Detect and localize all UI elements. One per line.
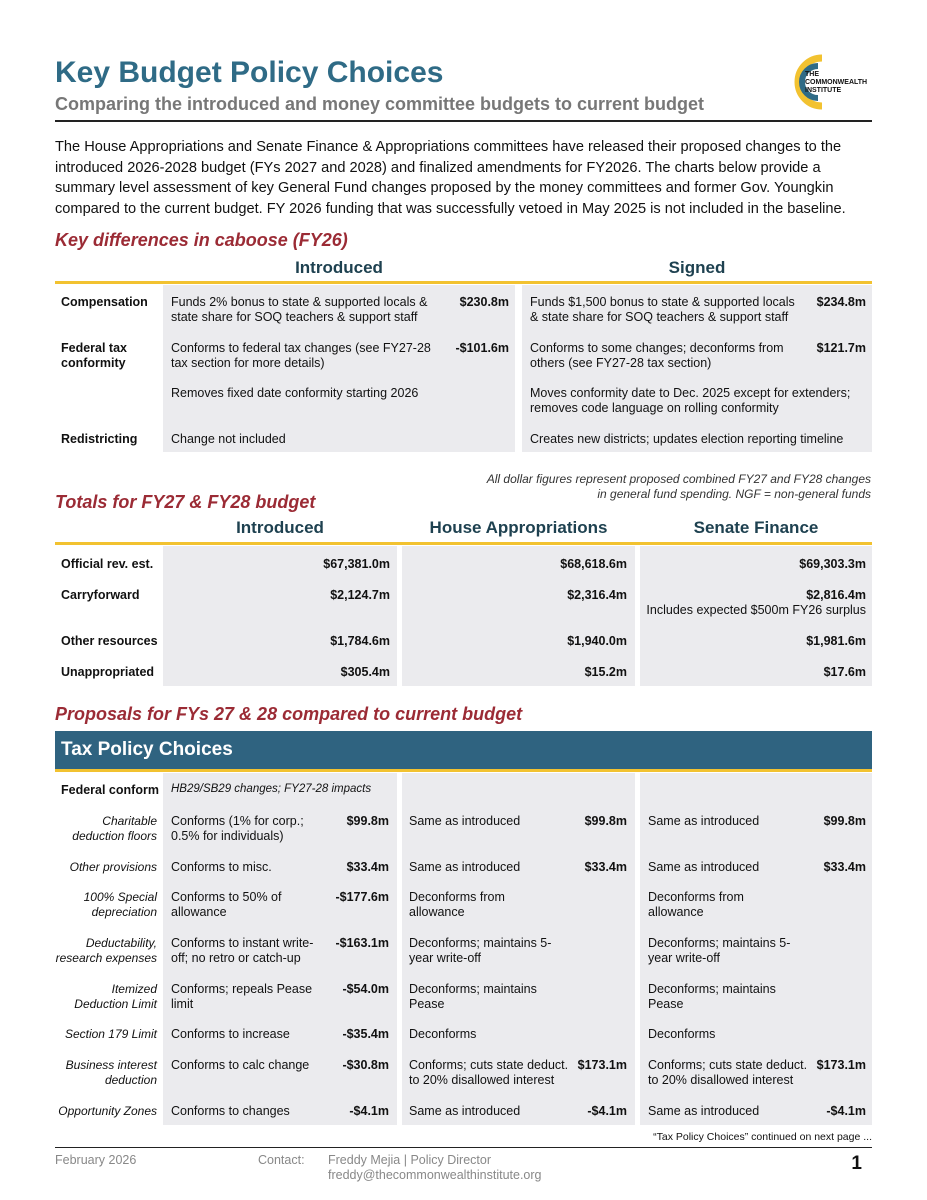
totals-senate-value: $1,981.6m (806, 634, 866, 648)
proposal-house-text: Same as introduced (409, 814, 521, 828)
totals-house-value: $15.2m (584, 665, 627, 679)
proposal-row-label: Opportunity Zones (58, 1104, 157, 1118)
proposal-introduced-text: Conforms to 50% of allowance (171, 890, 282, 919)
proposal-house-amount: -$4.1m (587, 1104, 627, 1118)
caboose-intro-text: Removes fixed date conformity starting 2026 (171, 386, 419, 400)
proposal-introduced-text: Conforms to changes (171, 1104, 290, 1118)
caboose-header-rule (55, 281, 872, 284)
proposal-house-text: Deconforms (409, 1027, 477, 1041)
caboose-intro-text: Conforms to federal tax changes (see FY27-28 tax section for more details) (171, 341, 431, 370)
totals-house-value: $2,316.4m (567, 588, 627, 602)
note-line: All dollar figures represent proposed combined FY27 and FY28 changes (486, 472, 871, 486)
proposal-introduced-text: Conforms (1% for corp.; 0.5% for individuals) (171, 814, 304, 843)
logo-text-institute: INSTITUTE (805, 87, 842, 94)
totals-col-house: House Appropriations (429, 518, 608, 537)
footer-contact-label: Contact: (258, 1153, 305, 1167)
proposal-row-label: Itemized Deduction Limit (74, 982, 157, 1011)
caboose-col-signed: Signed (668, 258, 726, 277)
totals-introduced-value: $67,381.0m (323, 557, 390, 571)
page-subtitle: Comparing the introduced and money committee budgets to current budget (55, 94, 705, 114)
proposal-house-amount: $99.8m (584, 814, 627, 828)
proposal-senate-text: Deconforms from allowance (648, 890, 744, 919)
totals-senate-value: $69,303.3m (799, 557, 866, 571)
totals-col-introduced: Introduced (236, 518, 324, 537)
proposal-introduced-text: Conforms to calc change (171, 1058, 310, 1072)
proposal-senate-text: Deconforms; maintains Pease (648, 982, 776, 1011)
proposal-house-amount: $33.4m (584, 860, 627, 874)
tax-policy-title: Tax Policy Choices (61, 739, 233, 760)
caboose-signed-amount: $121.7m (816, 341, 866, 355)
footer-contact-email[interactable]: freddy@thecommonwealthinstitute.org (328, 1168, 542, 1182)
proposal-introduced-text: Conforms; repeals Pease limit (171, 982, 313, 1011)
caboose-row-label: Redistricting (61, 432, 138, 446)
totals-senate-carryforward-note: Includes expected $500m FY26 surplus (646, 603, 866, 617)
proposal-introduced-amount: -$35.4m (342, 1027, 389, 1041)
totals-row-label: Official rev. est. (61, 557, 154, 571)
proposal-introduced-amount: -$163.1m (335, 936, 389, 950)
proposal-house-text: Same as introduced (409, 860, 521, 874)
intro-paragraph: The House Appropriations and Senate Finance & Appropriations committees have released their proposed changes to the introduced 2026-2028 budget (FYs 2027 and 2028) and finalized amendments for FY2026. The charts below provide a summary level assessment of key General Fund changes proposed by the money committees and former Gov. Youngkin compared to the current budget. FY 2026 funding that was successfully vetoed in May 2025 is not included in the baseline. (55, 139, 846, 217)
totals-heading: Totals for FY27 & FY28 budget (55, 492, 316, 512)
caboose-intro-amount: -$101.6m (455, 341, 509, 355)
page-number: 1 (851, 1153, 862, 1174)
totals-house-value: $68,618.6m (560, 557, 627, 571)
totals-senate-value: $17.6m (823, 665, 866, 679)
proposal-senate-text: Deconforms (648, 1027, 716, 1041)
continued-note: “Tax Policy Choices” continued on next page ... (653, 1131, 872, 1143)
proposals-heading: Proposals for FYs 27 & 28 compared to current budget (55, 704, 523, 724)
proposal-senate-text: Same as introduced (648, 814, 760, 828)
proposal-senate-amount: $173.1m (816, 1058, 866, 1072)
proposal-house-text: Deconforms from allowance (409, 890, 505, 919)
totals-row-label: Other resources (61, 634, 158, 648)
footer-divider (55, 1147, 872, 1148)
proposal-row-label: Charitable deduction floors (72, 814, 157, 843)
proposal-introduced-amount: -$54.0m (342, 982, 389, 996)
proposal-introduced-amount: -$4.1m (349, 1104, 389, 1118)
caboose-intro-text: Change not included (171, 432, 286, 446)
logo-text-the: THE (805, 71, 819, 78)
proposal-introduced-amount: $33.4m (346, 860, 389, 874)
totals-house-value: $1,940.0m (567, 634, 627, 648)
proposal-house-text: Same as introduced (409, 1104, 521, 1118)
caboose-row-label: Compensation (61, 295, 148, 309)
proposal-house-text: Conforms; cuts state deduct. to 20% disallowed interest (409, 1058, 569, 1087)
totals-senate-value: $2,816.4m (806, 588, 866, 602)
proposal-house-text: Deconforms; maintains Pease (409, 982, 537, 1011)
totals-introduced-value: $1,784.6m (330, 634, 390, 648)
caboose-row-label: Federal tax conformity (61, 341, 128, 370)
proposal-house-text: Deconforms; maintains 5-year write-off (409, 936, 552, 965)
caboose-signed-text: Funds $1,500 bonus to state & supported locals & state share for SOQ teachers & support staff (530, 295, 795, 324)
proposal-row-label: Section 179 Limit (64, 1027, 157, 1041)
totals-introduced-value: $2,124.7m (330, 588, 390, 602)
proposal-row-label: Business interest deduction (65, 1058, 157, 1087)
proposal-senate-amount: $33.4m (823, 860, 866, 874)
proposal-senate-text: Same as introduced (648, 1104, 760, 1118)
caboose-signed-amount: $234.8m (816, 295, 866, 309)
commonwealth-institute-logo (788, 52, 872, 112)
caboose-signed-text: Conforms to some changes; deconforms from others (see FY27-28 tax section) (530, 341, 784, 370)
totals-header-rule (55, 542, 872, 545)
note-line: in general fund spending. NGF = non-general funds (597, 487, 871, 501)
proposal-senate-text: Same as introduced (648, 860, 760, 874)
totals-introduced-value: $305.4m (340, 665, 390, 679)
totals-col-senate: Senate Finance (693, 518, 819, 537)
federal-conform-label: Federal conform (61, 783, 159, 797)
proposal-senate-text: Conforms; cuts state deduct. to 20% disallowed interest (648, 1058, 808, 1087)
proposal-senate-amount: $99.8m (823, 814, 866, 828)
proposal-senate-text: Deconforms; maintains 5-year write-off (648, 936, 791, 965)
tax-policy-bar (55, 731, 872, 769)
tax-bar-rule (55, 769, 872, 772)
dollar-figures-note (420, 472, 871, 502)
logo-text-commonwealth: COMMONWEALTH (805, 79, 868, 86)
proposal-row-label: 100% Special depreciation (83, 890, 157, 919)
federal-conform-note: HB29/SB29 changes; FY27-28 impacts (171, 783, 372, 795)
caboose-heading: Key differences in caboose (FY26) (55, 230, 348, 250)
caboose-signed-text: Moves conformity date to Dec. 2025 except for extenders; removes code language on rolling conformity (530, 386, 851, 415)
proposal-row-label: Deductability, research expenses (55, 936, 157, 965)
footer-contact-name: Freddy Mejia | Policy Director (328, 1153, 492, 1167)
proposal-introduced-text: Conforms to misc. (171, 860, 272, 874)
totals-row-label: Unappropriated (61, 665, 155, 679)
header-divider (55, 120, 872, 122)
proposal-row-label: Other provisions (69, 860, 157, 874)
proposal-house-amount: $173.1m (577, 1058, 627, 1072)
caboose-intro-amount: $230.8m (459, 295, 509, 309)
proposal-introduced-amount: -$177.6m (335, 890, 389, 904)
caboose-intro-text: Funds 2% bonus to state & supported locals & state share for SOQ teachers & support staff (171, 295, 428, 324)
proposal-introduced-amount: $99.8m (346, 814, 389, 828)
page-title: Key Budget Policy Choices (55, 56, 444, 89)
caboose-col-introduced: Introduced (295, 258, 383, 277)
totals-row-label: Carryforward (61, 588, 140, 602)
caboose-signed-text: Creates new districts; updates election reporting timeline (530, 432, 844, 446)
footer-date: February 2026 (55, 1153, 137, 1167)
proposal-introduced-text: Conforms to instant write-off; no retro or catch-up (171, 936, 314, 965)
proposal-senate-amount: -$4.1m (826, 1104, 866, 1118)
proposal-introduced-amount: -$30.8m (342, 1058, 389, 1072)
proposal-introduced-text: Conforms to increase (171, 1027, 290, 1041)
